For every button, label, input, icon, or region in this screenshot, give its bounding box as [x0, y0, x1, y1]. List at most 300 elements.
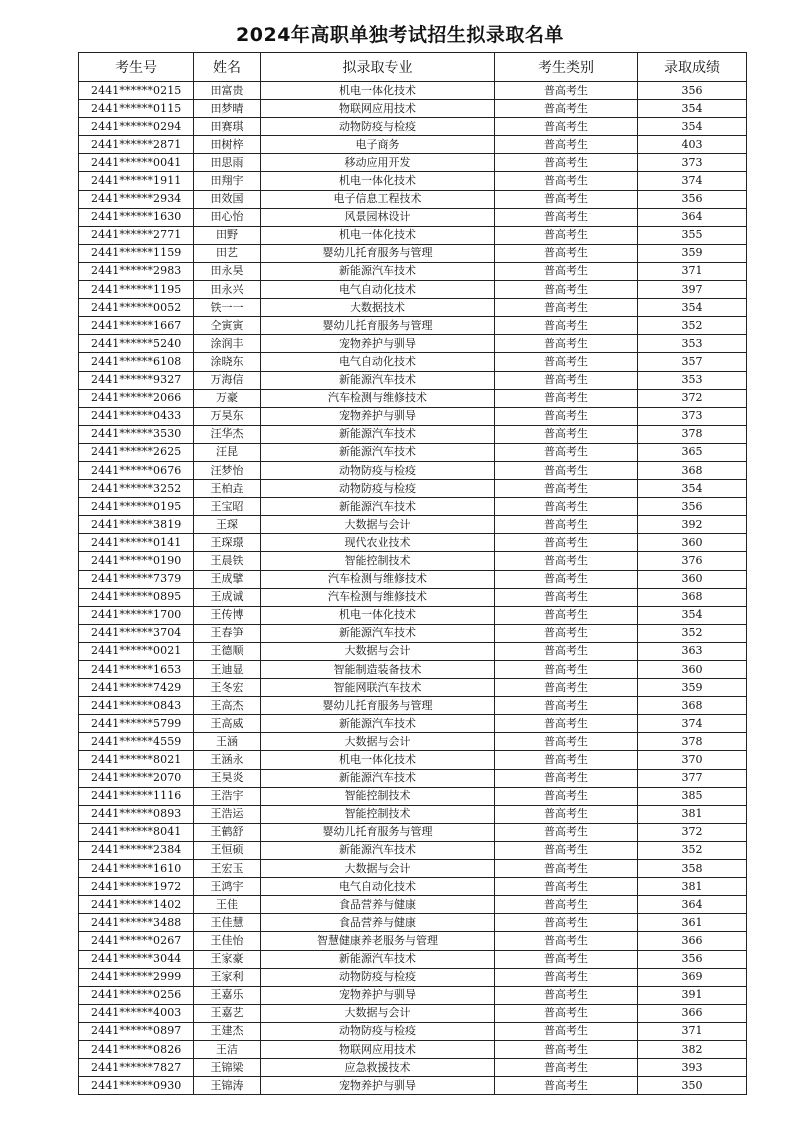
major-cell: 大数据技术: [261, 299, 495, 317]
exam-id-cell: 2441******0195: [79, 498, 194, 516]
category-cell: 普高考生: [495, 661, 638, 679]
table-row: [79, 968, 747, 986]
table-row: [79, 335, 747, 353]
column-header-score: 录取成绩: [638, 53, 747, 82]
category-cell: 普高考生: [495, 679, 638, 697]
major-cell: 智能网联汽车技术: [261, 679, 495, 697]
major-cell: 现代农业技术: [261, 534, 495, 552]
table-row: [79, 606, 747, 624]
exam-id-cell: 2441******0294: [79, 118, 194, 136]
table-row: [79, 570, 747, 588]
score-cell: 376: [638, 552, 747, 570]
name-cell: 万海信: [194, 371, 261, 389]
major-cell: 大数据与会计: [261, 642, 495, 660]
major-cell: 新能源汽车技术: [261, 498, 495, 516]
exam-id-cell: 2441******1116: [79, 787, 194, 805]
major-cell: 移动应用开发: [261, 154, 495, 172]
table-row: [79, 461, 747, 479]
exam-id-cell: 2441******0190: [79, 552, 194, 570]
table-row: [79, 154, 747, 172]
name-cell: 田艺: [194, 244, 261, 262]
category-cell: 普高考生: [495, 950, 638, 968]
category-cell: 普高考生: [495, 317, 638, 335]
score-cell: 364: [638, 896, 747, 914]
table-row: [79, 860, 747, 878]
score-cell: 381: [638, 805, 747, 823]
name-cell: 王建杰: [194, 1022, 261, 1040]
name-cell: 王洁: [194, 1040, 261, 1058]
name-cell: 王高杰: [194, 697, 261, 715]
major-cell: 宠物养护与驯导: [261, 1077, 495, 1095]
exam-id-cell: 2441******0041: [79, 154, 194, 172]
score-cell: 356: [638, 498, 747, 516]
category-cell: 普高考生: [495, 805, 638, 823]
category-cell: 普高考生: [495, 190, 638, 208]
major-cell: 婴幼儿托育服务与管理: [261, 317, 495, 335]
major-cell: 新能源汽车技术: [261, 371, 495, 389]
table-header-row: [79, 53, 747, 82]
exam-id-cell: 2441******0267: [79, 932, 194, 950]
score-cell: 403: [638, 136, 747, 154]
name-cell: 田富贵: [194, 82, 261, 100]
exam-id-cell: 2441******6108: [79, 353, 194, 371]
table-row: [79, 588, 747, 606]
major-cell: 动物防疫与检疫: [261, 461, 495, 479]
category-cell: 普高考生: [495, 715, 638, 733]
table-row: [79, 244, 747, 262]
name-cell: 王高威: [194, 715, 261, 733]
table-row: [79, 118, 747, 136]
major-cell: 汽车检测与维修技术: [261, 588, 495, 606]
table-row: [79, 443, 747, 461]
name-cell: 王宏玉: [194, 860, 261, 878]
category-cell: 普高考生: [495, 733, 638, 751]
category-cell: 普高考生: [495, 552, 638, 570]
major-cell: 智能控制技术: [261, 552, 495, 570]
table-row: [79, 262, 747, 280]
score-cell: 364: [638, 208, 747, 226]
category-cell: 普高考生: [495, 407, 638, 425]
score-cell: 382: [638, 1040, 747, 1058]
table-row: [79, 932, 747, 950]
major-cell: 新能源汽车技术: [261, 262, 495, 280]
score-cell: 354: [638, 299, 747, 317]
name-cell: 田翔宇: [194, 172, 261, 190]
major-cell: 大数据与会计: [261, 1004, 495, 1022]
major-cell: 食品营养与健康: [261, 914, 495, 932]
major-cell: 新能源汽车技术: [261, 769, 495, 787]
column-header-major: 拟录取专业: [261, 53, 495, 82]
category-cell: 普高考生: [495, 208, 638, 226]
score-cell: 372: [638, 823, 747, 841]
exam-id-cell: 2441******0843: [79, 697, 194, 715]
table-row: [79, 172, 747, 190]
category-cell: 普高考生: [495, 262, 638, 280]
exam-id-cell: 2441******2066: [79, 389, 194, 407]
category-cell: 普高考生: [495, 516, 638, 534]
score-cell: 360: [638, 534, 747, 552]
table-row: [79, 805, 747, 823]
exam-id-cell: 2441******2625: [79, 443, 194, 461]
name-cell: 王传博: [194, 606, 261, 624]
name-cell: 王佳慧: [194, 914, 261, 932]
major-cell: 新能源汽车技术: [261, 443, 495, 461]
major-cell: 宠物养护与驯导: [261, 986, 495, 1004]
major-cell: 动物防疫与检疫: [261, 480, 495, 498]
table-row: [79, 82, 747, 100]
name-cell: 王嘉乐: [194, 986, 261, 1004]
score-cell: 352: [638, 841, 747, 859]
score-cell: 363: [638, 642, 747, 660]
name-cell: 王柏垚: [194, 480, 261, 498]
table-row: [79, 896, 747, 914]
table-row: [79, 624, 747, 642]
exam-id-cell: 2441******0826: [79, 1040, 194, 1058]
exam-id-cell: 2441******3530: [79, 425, 194, 443]
exam-id-cell: 2441******0676: [79, 461, 194, 479]
major-cell: 大数据与会计: [261, 516, 495, 534]
name-cell: 王家豪: [194, 950, 261, 968]
name-cell: 王佳: [194, 896, 261, 914]
category-cell: 普高考生: [495, 642, 638, 660]
table-row: [79, 498, 747, 516]
exam-id-cell: 2441******8041: [79, 823, 194, 841]
major-cell: 汽车检测与维修技术: [261, 570, 495, 588]
score-cell: 371: [638, 262, 747, 280]
score-cell: 354: [638, 606, 747, 624]
exam-id-cell: 2441******4559: [79, 733, 194, 751]
exam-id-cell: 2441******1653: [79, 661, 194, 679]
name-cell: 王琛璟: [194, 534, 261, 552]
name-cell: 王涵: [194, 733, 261, 751]
major-cell: 机电一体化技术: [261, 82, 495, 100]
category-cell: 普高考生: [495, 697, 638, 715]
category-cell: 普高考生: [495, 878, 638, 896]
exam-id-cell: 2441******3704: [79, 624, 194, 642]
table-row: [79, 407, 747, 425]
exam-id-cell: 2441******1402: [79, 896, 194, 914]
name-cell: 王琛: [194, 516, 261, 534]
category-cell: 普高考生: [495, 1040, 638, 1058]
score-cell: 357: [638, 353, 747, 371]
exam-id-cell: 2441******8021: [79, 751, 194, 769]
name-cell: 涂润丰: [194, 335, 261, 353]
major-cell: 机电一体化技术: [261, 226, 495, 244]
exam-id-cell: 2441******0115: [79, 100, 194, 118]
category-cell: 普高考生: [495, 860, 638, 878]
table-row: [79, 226, 747, 244]
exam-id-cell: 2441******7429: [79, 679, 194, 697]
major-cell: 风景园林设计: [261, 208, 495, 226]
name-cell: 田赛琪: [194, 118, 261, 136]
name-cell: 汪昆: [194, 443, 261, 461]
name-cell: 田效国: [194, 190, 261, 208]
score-cell: 356: [638, 190, 747, 208]
score-cell: 369: [638, 968, 747, 986]
score-cell: 381: [638, 878, 747, 896]
exam-id-cell: 2441******9327: [79, 371, 194, 389]
exam-id-cell: 2441******2384: [79, 841, 194, 859]
category-cell: 普高考生: [495, 299, 638, 317]
major-cell: 动物防疫与检疫: [261, 968, 495, 986]
name-cell: 王成擘: [194, 570, 261, 588]
major-cell: 电气自动化技术: [261, 878, 495, 896]
score-cell: 359: [638, 244, 747, 262]
category-cell: 普高考生: [495, 480, 638, 498]
exam-id-cell: 2441******0897: [79, 1022, 194, 1040]
score-cell: 368: [638, 697, 747, 715]
exam-id-cell: 2441******0021: [79, 642, 194, 660]
exam-id-cell: 2441******3488: [79, 914, 194, 932]
exam-id-cell: 2441******7379: [79, 570, 194, 588]
table-row: [79, 661, 747, 679]
major-cell: 机电一体化技术: [261, 606, 495, 624]
category-cell: 普高考生: [495, 570, 638, 588]
major-cell: 婴幼儿托育服务与管理: [261, 244, 495, 262]
major-cell: 婴幼儿托育服务与管理: [261, 697, 495, 715]
name-cell: 王晨铁: [194, 552, 261, 570]
major-cell: 机电一体化技术: [261, 751, 495, 769]
exam-id-cell: 2441******2871: [79, 136, 194, 154]
score-cell: 350: [638, 1077, 747, 1095]
exam-id-cell: 2441******3252: [79, 480, 194, 498]
score-cell: 352: [638, 317, 747, 335]
name-cell: 田野: [194, 226, 261, 244]
score-cell: 360: [638, 661, 747, 679]
table-row: [79, 317, 747, 335]
table-row: [79, 769, 747, 787]
name-cell: 万昊东: [194, 407, 261, 425]
exam-id-cell: 2441******3819: [79, 516, 194, 534]
name-cell: 汪梦怡: [194, 461, 261, 479]
table-row: [79, 751, 747, 769]
score-cell: 385: [638, 787, 747, 805]
exam-id-cell: 2441******1911: [79, 172, 194, 190]
score-cell: 366: [638, 1004, 747, 1022]
score-cell: 378: [638, 733, 747, 751]
category-cell: 普高考生: [495, 534, 638, 552]
score-cell: 353: [638, 335, 747, 353]
major-cell: 智慧健康养老服务与管理: [261, 932, 495, 950]
category-cell: 普高考生: [495, 968, 638, 986]
major-cell: 电子商务: [261, 136, 495, 154]
category-cell: 普高考生: [495, 769, 638, 787]
score-cell: 365: [638, 443, 747, 461]
category-cell: 普高考生: [495, 606, 638, 624]
name-cell: 王浩宇: [194, 787, 261, 805]
category-cell: 普高考生: [495, 1077, 638, 1095]
category-cell: 普高考生: [495, 1022, 638, 1040]
major-cell: 物联网应用技术: [261, 100, 495, 118]
table-row: [79, 878, 747, 896]
major-cell: 食品营养与健康: [261, 896, 495, 914]
major-cell: 新能源汽车技术: [261, 715, 495, 733]
major-cell: 动物防疫与检疫: [261, 118, 495, 136]
major-cell: 宠物养护与驯导: [261, 407, 495, 425]
category-cell: 普高考生: [495, 154, 638, 172]
category-cell: 普高考生: [495, 226, 638, 244]
table-row: [79, 715, 747, 733]
score-cell: 366: [638, 932, 747, 950]
score-cell: 354: [638, 480, 747, 498]
category-cell: 普高考生: [495, 588, 638, 606]
exam-id-cell: 2441******7827: [79, 1059, 194, 1077]
table-row: [79, 679, 747, 697]
table-row: [79, 697, 747, 715]
major-cell: 电子信息工程技术: [261, 190, 495, 208]
category-cell: 普高考生: [495, 986, 638, 1004]
name-cell: 王鸿宇: [194, 878, 261, 896]
score-cell: 355: [638, 226, 747, 244]
category-cell: 普高考生: [495, 82, 638, 100]
exam-id-cell: 2441******1630: [79, 208, 194, 226]
exam-id-cell: 2441******0893: [79, 805, 194, 823]
category-cell: 普高考生: [495, 914, 638, 932]
score-cell: 391: [638, 986, 747, 1004]
exam-id-cell: 2441******1700: [79, 606, 194, 624]
table-row: [79, 642, 747, 660]
exam-id-cell: 2441******2983: [79, 262, 194, 280]
exam-id-cell: 2441******4003: [79, 1004, 194, 1022]
category-cell: 普高考生: [495, 136, 638, 154]
table-row: [79, 986, 747, 1004]
table-row: [79, 100, 747, 118]
name-cell: 王恒硕: [194, 841, 261, 859]
column-header-exam-id: 考生号: [79, 53, 194, 82]
table-row: [79, 190, 747, 208]
major-cell: 应急救援技术: [261, 1059, 495, 1077]
major-cell: 动物防疫与检疫: [261, 1022, 495, 1040]
major-cell: 智能控制技术: [261, 787, 495, 805]
name-cell: 田梦晴: [194, 100, 261, 118]
category-cell: 普高考生: [495, 244, 638, 262]
exam-id-cell: 2441******2070: [79, 769, 194, 787]
major-cell: 新能源汽车技术: [261, 624, 495, 642]
category-cell: 普高考生: [495, 425, 638, 443]
score-cell: 373: [638, 154, 747, 172]
table-row: [79, 733, 747, 751]
category-cell: 普高考生: [495, 353, 638, 371]
exam-id-cell: 2441******2771: [79, 226, 194, 244]
page-title: 2024年高职单独考试招生拟录取名单: [236, 24, 564, 46]
name-cell: 王佳怡: [194, 932, 261, 950]
major-cell: 汽车检测与维修技术: [261, 389, 495, 407]
exam-id-cell: 2441******5799: [79, 715, 194, 733]
exam-id-cell: 2441******0141: [79, 534, 194, 552]
exam-id-cell: 2441******1610: [79, 860, 194, 878]
name-cell: 田永昊: [194, 262, 261, 280]
score-cell: 353: [638, 371, 747, 389]
name-cell: 王鹤舒: [194, 823, 261, 841]
score-cell: 358: [638, 860, 747, 878]
category-cell: 普高考生: [495, 498, 638, 516]
name-cell: 王锦涛: [194, 1077, 261, 1095]
score-cell: 356: [638, 950, 747, 968]
admission-table: [78, 52, 747, 1095]
major-cell: 电气自动化技术: [261, 353, 495, 371]
score-cell: 372: [638, 389, 747, 407]
score-cell: 397: [638, 281, 747, 299]
table-row: [79, 480, 747, 498]
major-cell: 物联网应用技术: [261, 1040, 495, 1058]
table-row: [79, 281, 747, 299]
score-cell: 354: [638, 118, 747, 136]
category-cell: 普高考生: [495, 461, 638, 479]
name-cell: 王家利: [194, 968, 261, 986]
table-row: [79, 208, 747, 226]
category-cell: 普高考生: [495, 335, 638, 353]
name-cell: 田永兴: [194, 281, 261, 299]
table-row: [79, 516, 747, 534]
exam-id-cell: 2441******2934: [79, 190, 194, 208]
table-row: [79, 534, 747, 552]
table-row: [79, 914, 747, 932]
exam-id-cell: 2441******1159: [79, 244, 194, 262]
category-cell: 普高考生: [495, 443, 638, 461]
major-cell: 大数据与会计: [261, 860, 495, 878]
major-cell: 宠物养护与驯导: [261, 335, 495, 353]
table-row: [79, 1040, 747, 1058]
score-cell: 373: [638, 407, 747, 425]
score-cell: 370: [638, 751, 747, 769]
name-cell: 田思雨: [194, 154, 261, 172]
table-row: [79, 389, 747, 407]
score-cell: 352: [638, 624, 747, 642]
score-cell: 378: [638, 425, 747, 443]
category-cell: 普高考生: [495, 1004, 638, 1022]
table-row: [79, 299, 747, 317]
name-cell: 万豪: [194, 389, 261, 407]
table-row: [79, 1077, 747, 1095]
name-cell: 汪华杰: [194, 425, 261, 443]
name-cell: 王成诚: [194, 588, 261, 606]
major-cell: 新能源汽车技术: [261, 841, 495, 859]
exam-id-cell: 2441******3044: [79, 950, 194, 968]
name-cell: 田心怡: [194, 208, 261, 226]
table-row: [79, 371, 747, 389]
score-cell: 374: [638, 172, 747, 190]
table-row: [79, 136, 747, 154]
exam-id-cell: 2441******5240: [79, 335, 194, 353]
exam-id-cell: 2441******0433: [79, 407, 194, 425]
exam-id-cell: 2441******0895: [79, 588, 194, 606]
table-row: [79, 787, 747, 805]
name-cell: 王迪显: [194, 661, 261, 679]
table-row: [79, 425, 747, 443]
category-cell: 普高考生: [495, 896, 638, 914]
category-cell: 普高考生: [495, 787, 638, 805]
name-cell: 铁一一: [194, 299, 261, 317]
score-cell: 368: [638, 461, 747, 479]
score-cell: 377: [638, 769, 747, 787]
name-cell: 王春笋: [194, 624, 261, 642]
category-cell: 普高考生: [495, 389, 638, 407]
exam-id-cell: 2441******1972: [79, 878, 194, 896]
category-cell: 普高考生: [495, 100, 638, 118]
name-cell: 王德顺: [194, 642, 261, 660]
score-cell: 354: [638, 100, 747, 118]
major-cell: 电气自动化技术: [261, 281, 495, 299]
column-header-name: 姓名: [194, 53, 261, 82]
table-row: [79, 353, 747, 371]
major-cell: 大数据与会计: [261, 733, 495, 751]
category-cell: 普高考生: [495, 841, 638, 859]
table-row: [79, 950, 747, 968]
score-cell: 361: [638, 914, 747, 932]
exam-id-cell: 2441******2999: [79, 968, 194, 986]
major-cell: 智能制造装备技术: [261, 661, 495, 679]
exam-id-cell: 2441******0930: [79, 1077, 194, 1095]
